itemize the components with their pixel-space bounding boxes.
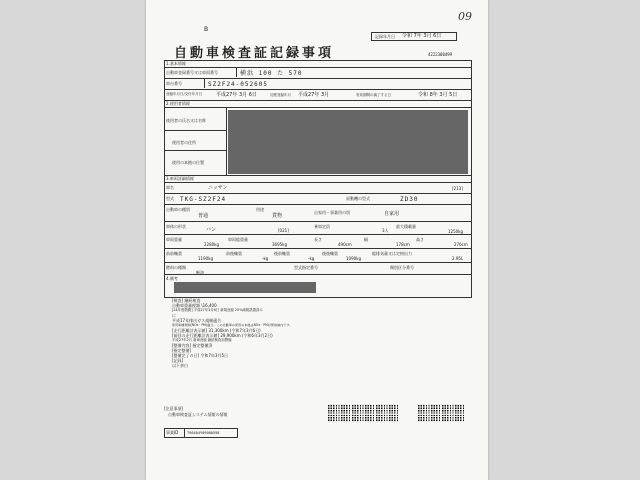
expiry-date-label: 有効期間の満了する日 xyxy=(356,93,391,97)
gross-weight-label: 車両総重量 xyxy=(228,237,248,242)
chassis-number-value: SZ2F24-052605 xyxy=(208,81,268,88)
record-date-value: 令和 7年 3月 6日 xyxy=(402,33,442,39)
record-date-label: 記録年月日 xyxy=(375,34,395,39)
purpose-value: 自家用 xyxy=(384,211,400,217)
remark-line: [検査] 継続検査 xyxy=(172,298,201,303)
registration-number-label: 自動車登録番号又は車両番号 xyxy=(166,70,218,75)
redacted-user-info xyxy=(228,110,468,174)
base-location-label: 使用の本拠の位置 xyxy=(172,160,204,165)
weight-value: 2280kg xyxy=(204,242,220,247)
business-id-label: 事業ID xyxy=(166,430,179,435)
qr-code-icon xyxy=(442,404,464,422)
height-label: 高さ xyxy=(416,237,424,242)
rear-front-axle-label: 後前軸重 xyxy=(274,251,290,256)
notes-text: 自動車検査証システム情報の情報 xyxy=(168,412,228,417)
front-rear-axle-value: -kg xyxy=(262,256,269,261)
user-name-label: 使用者の氏名又は名称 xyxy=(166,118,206,123)
notes-label: [注意事項] xyxy=(164,406,184,411)
remark-line: 平成17年排出ガス規制適合 xyxy=(172,318,222,323)
remark-line: 以下余白 xyxy=(172,363,188,368)
rear-rear-axle-label: 後後軸重 xyxy=(322,251,338,256)
capacity-label: 乗車定員 xyxy=(314,224,330,229)
engine-model-value: ZD30 xyxy=(400,196,419,203)
displacement-value: 2.95L xyxy=(452,256,464,261)
section-user-label: 2.使用者情報 xyxy=(166,101,190,106)
registration-number-value: 横浜 100 た 570 xyxy=(240,70,303,77)
front-rear-axle-label: 前後軸重 xyxy=(226,251,242,256)
width-value: 178cm xyxy=(396,242,410,247)
remark-line: [指定整備] xyxy=(172,348,192,353)
qr-code-icon xyxy=(376,404,398,422)
redacted-remarks-header xyxy=(174,282,316,293)
section-remarks-label: 4.備考 xyxy=(166,276,178,281)
user-address-label: 使用者の住所 xyxy=(172,140,196,145)
section-basic-label: 1.基本情報 xyxy=(166,61,186,66)
first-registration-label: 初度登録年月 xyxy=(270,93,291,97)
body-shape-label: 車体の形状 xyxy=(166,224,186,229)
inspection-certificate-page xyxy=(146,0,488,480)
length-value: 490cm xyxy=(338,242,352,247)
max-load-label: 最大積載量 xyxy=(396,224,416,229)
remark-line: [前回の走行距離計表示値] 29,900km (令和6年3月2日) xyxy=(172,333,273,338)
expiry-date-value: 令和 8年 3月 5日 xyxy=(418,92,458,98)
vehicle-type-value: 普通 xyxy=(198,213,209,219)
displacement-label: 総排気量又は定格出力 xyxy=(372,251,412,256)
qr-code-icon xyxy=(352,404,374,422)
rear-front-axle-value: -kg xyxy=(308,256,315,261)
category-number-label: 類別区分番号 xyxy=(390,265,414,270)
maker-code: [213] xyxy=(452,186,463,191)
document-number: 4222300499 xyxy=(428,52,453,57)
fuel-type-value: 軽油 xyxy=(196,270,204,275)
remark-line: 平成27年2月 新車登録 継続検査前整備 xyxy=(172,338,232,342)
front-front-axle-label: 前前軸重 xyxy=(166,251,182,256)
remark-line: 使用車種規制(NOx・PM)適合。この自動車の使用の本拠はNOx・PM対策地域内です。 xyxy=(172,323,293,327)
remark-line: 自動車重量税額 \16,400 xyxy=(172,303,217,308)
document-title: 自動車検査証記録事項 xyxy=(174,46,335,61)
handwritten-page-mark: 09 xyxy=(458,10,472,23)
approval-number-label: 型式指定番号 xyxy=(294,265,318,270)
chassis-number-label: 車台番号 xyxy=(166,81,182,86)
registration-date-label: 登録年月日/交付年月日 xyxy=(166,92,203,96)
body-shape-value: バン xyxy=(206,227,217,233)
max-load-value: 1250kg xyxy=(448,229,464,234)
body-shape-code: [021] xyxy=(278,228,289,233)
front-front-axle-value: 1190kg xyxy=(198,256,214,261)
fuel-type-label: 燃料の種類 xyxy=(166,265,186,270)
remark-line: [整備内容] 指定整備済 xyxy=(172,343,213,348)
remark-line: [24年度燃費] 平成27年3月6日 新規登録 25%減税措置済み xyxy=(172,308,263,312)
section-vehicle-label: 3.車両詳細情報 xyxy=(166,176,194,181)
engine-model-label: 原動機の型式 xyxy=(346,196,370,201)
model-value: TKG-SZ2F24 xyxy=(180,196,227,203)
remark-line: [整備完了の日] 令和7年3月5日 xyxy=(172,353,229,358)
width-label: 幅 xyxy=(364,237,368,242)
form-letter: B xyxy=(204,26,209,33)
remarks-text-block xyxy=(172,298,322,368)
usage-value: 貨物 xyxy=(272,213,283,219)
vehicle-type-label: 自動車の種別 xyxy=(166,207,190,212)
first-registration-value: 平成27年 3月 xyxy=(298,92,330,98)
gross-weight-value: 3695kg xyxy=(272,242,288,247)
qr-code-icon xyxy=(418,404,440,422)
registration-date-value: 平成27年 3月 6日 xyxy=(216,92,257,98)
capacity-value: 3人 xyxy=(382,228,389,233)
rear-rear-axle-value: 1090kg xyxy=(346,256,362,261)
remark-line: [走行距離計表示値] 31,300km (令和7年3月6日) xyxy=(172,328,261,333)
maker-label: 車名 xyxy=(166,185,174,190)
remark-line: [記録] xyxy=(172,358,184,363)
business-id-value: T96404Y09080598 xyxy=(187,431,220,435)
length-label: 長さ xyxy=(314,237,322,242)
purpose-label: 自家用・事業用の別 xyxy=(314,210,350,215)
model-label: 型式 xyxy=(166,196,174,201)
qr-code-icon xyxy=(328,404,350,422)
weight-label: 車両重量 xyxy=(166,237,182,242)
remark-line: に xyxy=(172,313,176,318)
height-value: 276cm xyxy=(454,242,468,247)
maker-value: ニッサン xyxy=(208,185,228,191)
usage-label: 用途 xyxy=(256,207,264,212)
